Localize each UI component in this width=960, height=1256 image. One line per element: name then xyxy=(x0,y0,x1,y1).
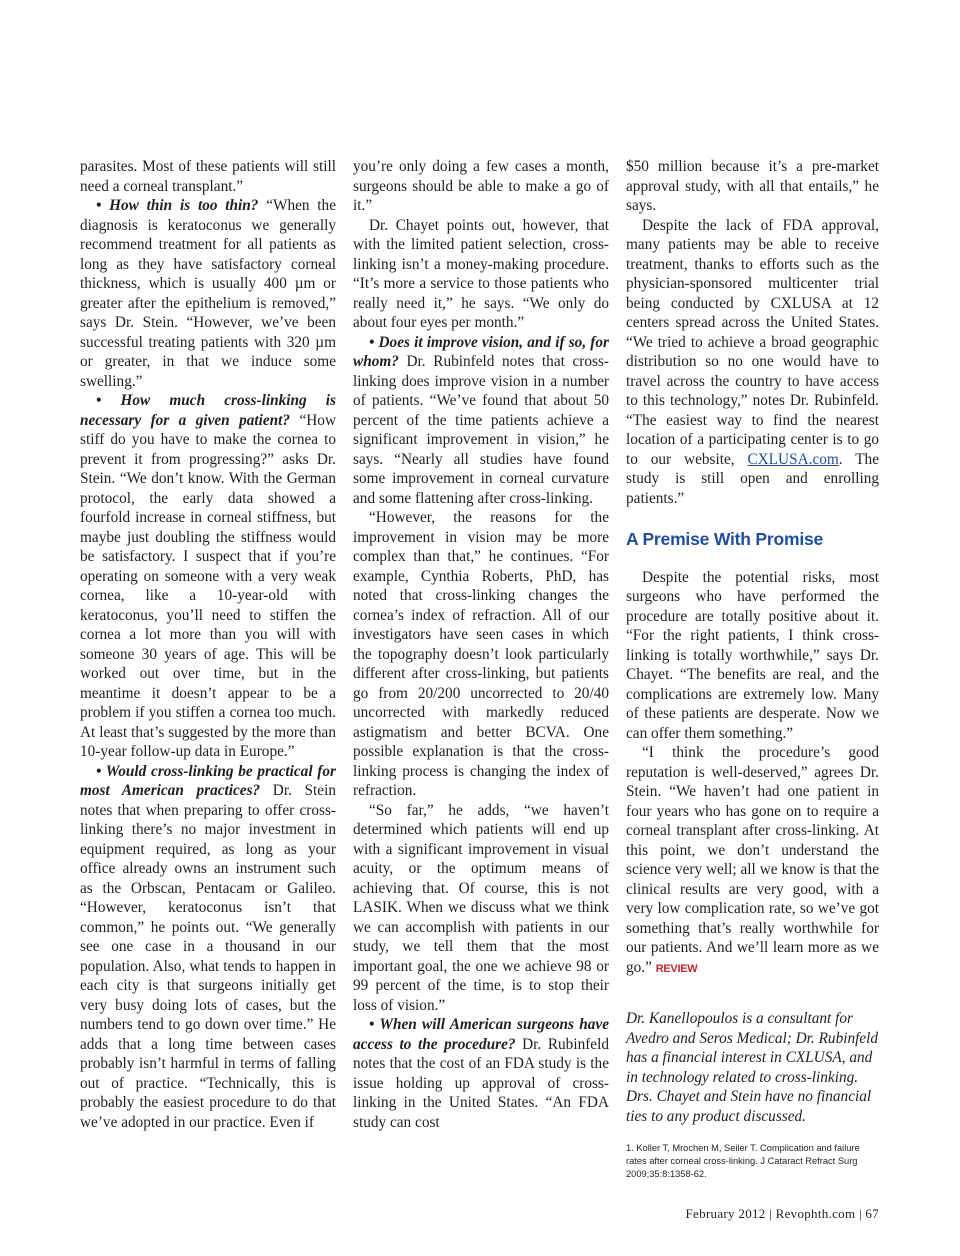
paragraph: parasites. Most of these patients will still need a corneal transplant.” xyxy=(80,158,336,195)
page-footer: February 2012 | Revophth.com | 67 xyxy=(685,1206,879,1221)
subhead-question: • When will American surgeons have access to the procedure? xyxy=(353,1016,609,1053)
review-end-mark: REVIEW xyxy=(655,962,698,975)
paragraph: Dr. Chayet points out, however, that with the limited patient selection, cross-linking isn’t a money-making procedure. “It’s more a service to those patients who really need it,” he says. “We only do about four eyes per month.” xyxy=(353,216,609,331)
paragraph xyxy=(353,333,609,509)
paragraph-text: Dr. Rubinfeld notes that cross-linking does improve vision in a number of patients. “We’ve found that about 50 percent of the time patients achieve a significant improvement in vision,” he says. “Nearly all studies have found some improvement in corneal curvature and some flattening after cross-linking. xyxy=(353,353,609,507)
subhead-question: • Does it improve vision, and if so, for whom? xyxy=(353,333,609,370)
reference-footnote: 1. Koller T, Mrochen M, Seiler T. Complication and failure rates after corneal cross-linking. J Cataract Refract Surg 2009;35:8:1358-62. xyxy=(626,1143,860,1179)
article-column-1 xyxy=(80,157,336,1132)
paragraph xyxy=(80,391,336,762)
cxlusa-link[interactable]: CXLUSA.com xyxy=(747,450,839,468)
paragraph xyxy=(353,1015,609,1132)
article-column-2 xyxy=(353,157,609,1132)
paragraph-text: “I think the procedure’s good reputation is well-deserved,” agrees Dr. Stein. “We haven’t had one patient in four years who has gone on to require a corneal transplant after cross-linking. At this point, we don’t understand the science very well; all we know is that the clinical results are very good, with a very low complication rate, so we’ve got something that’s really worthwhile for our patients. And we’ll learn more as we go.” xyxy=(626,744,879,976)
article-column-3 xyxy=(626,157,879,1181)
paragraph: you’re only doing a few cases a month, surgeons should be able to make a go of it.” xyxy=(353,158,609,214)
paragraph-text: Dr. Stein notes that when preparing to offer cross-linking there’s no major investment in equipment required, as long as your office already owns an instrument such as the Orbscan, Pentacam or Galileo. “However, keratoconus isn’t that common,” he points out. “We generally see one case in a thousand in our population. Also, what tends to happen in each city is that surgeons initially get very busy doing lots of cases, but the numbers tend to go down over time.” He adds that a long time between cases probably isn’t harmful in terms of falling out of practice. “Technically, this is probably the easiest procedure to do that we’ve adopted in our practice. Even if xyxy=(80,782,336,1131)
paragraph-text: “How stiff do you have to make the cornea to prevent it from progressing?” asks Dr. Stein. “We don’t know. With the German protocol, the early data showed a fourfold increase in corneal stiffness, but maybe just doubling the stiffness would be satisfactory. I suspect that if you’re operating on someone with a very weak cornea, like a 10-year-old with keratoconus, you’ll need to stiffen the cornea a lot more than you will with someone 30 years of age. This will be worked out over time, but in the meantime it doesn’t appear to be a problem if you stiffen a cornea too much. At least that’s suggested by the more than 10-year follow-up data in Europe.” xyxy=(80,411,337,760)
section-heading: A Premise With Promise xyxy=(626,529,824,549)
paragraph xyxy=(80,196,336,391)
subhead-question: • How thin is too thin? xyxy=(96,197,259,214)
paragraph-text: Despite the lack of FDA approval, many patients may be able to receive treatment, thanks to efforts such as the physician-sponsored multicenter trial being conducted by CXLUSA at 12 centers spread across the United States. “We tried to achieve a broad geographic distribution so no one would have to travel across the country to have access to this technology,” notes Dr. Rubinfeld. “The easiest way to find the nearest location of a participating center is to go to our website, xyxy=(626,216,879,468)
subhead-question: • How much cross-linking is necessary for a given patient? xyxy=(80,392,336,429)
paragraph: “However, the reasons for the improvement in vision may be more complex than that,” he continues. “For example, Cynthia Roberts, PhD, has noted that cross-linking changes the cornea’s index of refraction. All of our investigators have seen cases in which the topography doesn’t look particularly different after cross-linking, but patients go from 20/200 uncorrected to 20/40 uncorrected with markedly reduced astigmatism and better BCVA. One possible explanation is that the cross-linking process is changing the index of refraction. xyxy=(353,509,609,799)
subhead-question: • Would cross-linking be practical for most American practices? xyxy=(80,762,336,799)
paragraph: “So far,” he adds, “we haven’t determined which patients will end up with a significant improvement in visual acuity, or the optimum means of achieving that. Of course, this is not LASIK. When we discuss what we think we can accomplish with patients in our study, we tell them that the most important goal, the one we achieve 98 or 99 percent of the time, is to stop their loss of vision.” xyxy=(353,801,609,1014)
paragraph xyxy=(626,743,879,979)
paragraph: Despite the potential risks, most surgeons who have performed the procedure are totally positive about it. “For the right patients, I think cross-linking is totally worthwhile,” says Dr. Chayet. “The benefits are real, and the complications are extremely low. Many of these patients are desperate. Now we can offer them something.” xyxy=(626,568,879,742)
disclosure-note: Dr. Kanellopoulos is a consultant for Avedro and Seros Medical; Dr. Rubinfeld has a financial interest in CXLUSA, and in technology related to cross-linking. Drs. Chayet and Stein have no financial ties to any product discussed. xyxy=(626,1010,879,1125)
paragraph-text: “When the diagnosis is keratoconus we generally recommend treatment for all patients as long as they have satisfactory corneal thickness, which is usually 400 µm or greater after the epithelium is removed,” says Dr. Stein. “However, we’ve been successful treating patients with 320 µm or greater, in that we induce some swelling.” xyxy=(80,197,336,390)
paragraph-text: . The study is still open and enrolling patients.” xyxy=(626,450,879,507)
paragraph xyxy=(80,762,336,1133)
paragraph-text: Dr. Rubinfeld notes that the cost of an FDA study is the issue holding up approval of cross-linking in the United States. “An FDA study can cost xyxy=(353,1035,609,1131)
paragraph xyxy=(626,216,879,509)
paragraph: $50 million because it’s a pre-market approval study, with all that entails,” he says. xyxy=(626,158,879,214)
